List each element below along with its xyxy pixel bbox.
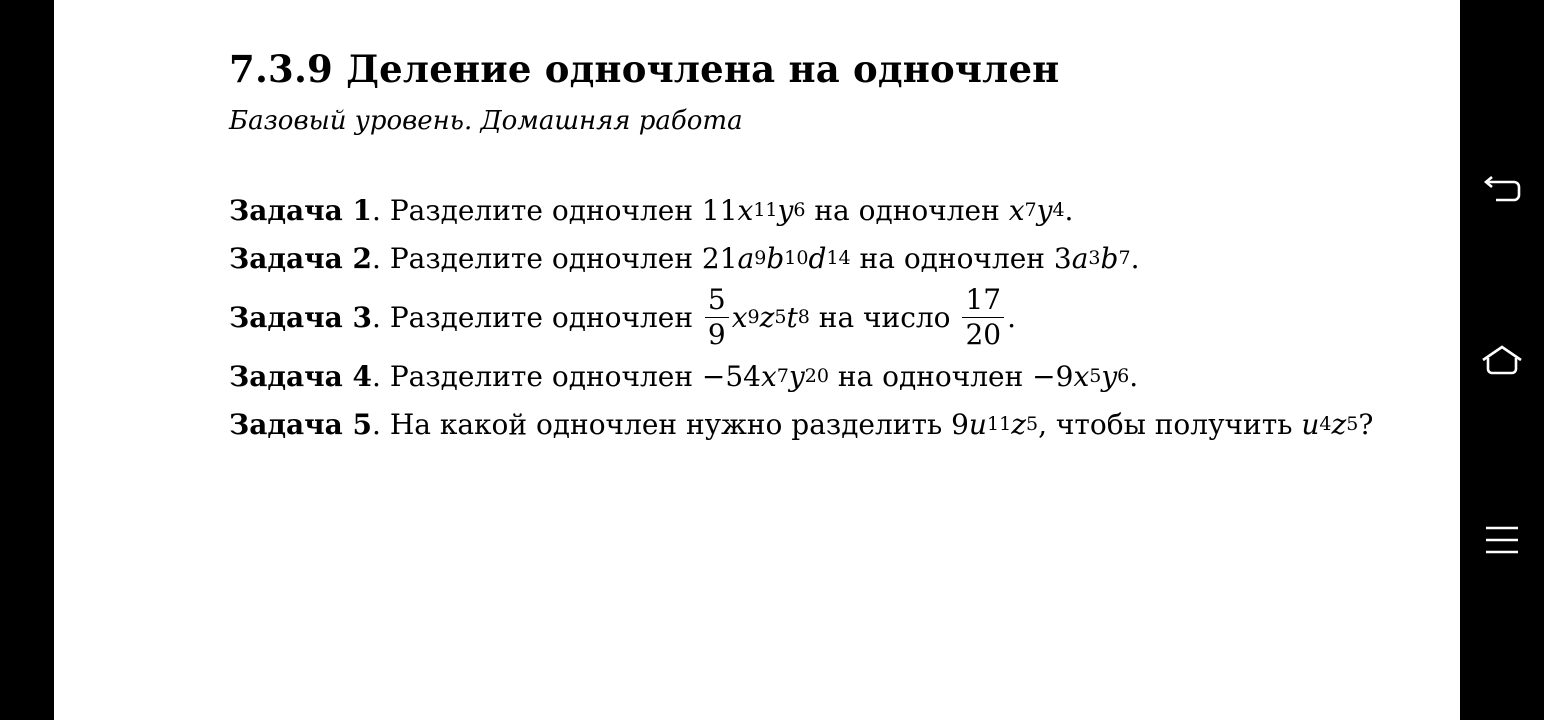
variable: y (788, 359, 805, 393)
task-text: . Разделите одночлен (372, 300, 702, 334)
variable: x (1008, 193, 1025, 227)
task-text: на одночлен (828, 359, 1033, 393)
variable: y (1101, 359, 1118, 393)
home-button[interactable] (1474, 332, 1530, 388)
page-subtitle: Базовый уровень. Домашняя работа (229, 106, 743, 136)
variable: t (786, 300, 798, 334)
monomial-2: −9 x 5 y 6 (1032, 359, 1130, 393)
variable: z (1011, 407, 1026, 441)
task-text: на число (809, 300, 960, 334)
monomial-1: 21 a 9 b 10 d 14 (701, 241, 851, 275)
monomial-coefficient: 9 (951, 407, 969, 441)
variable: a (1071, 241, 1089, 275)
variable: x (737, 193, 754, 227)
monomial-2: x 7 y 4 (1008, 193, 1065, 227)
variable: y (777, 193, 794, 227)
task-text-end: . (1007, 300, 1016, 334)
monomial-coefficient: −54 (701, 359, 761, 393)
page-title: 7.3.9 Деление одночлена на одночлен (229, 47, 1060, 91)
home-icon (1480, 342, 1524, 378)
variable: y (1036, 193, 1053, 227)
android-navigation-bar (1460, 0, 1544, 720)
fraction-number (962, 285, 1004, 349)
fraction-numerator: 5 (707, 283, 726, 317)
task-label: Задача 4 (229, 359, 373, 393)
task-2 (229, 238, 1139, 278)
variable: b (766, 241, 785, 275)
variable: u (1301, 407, 1320, 441)
task-text: на одночлен (850, 241, 1054, 275)
task-label: Задача 5 (229, 407, 373, 441)
task-4 (229, 356, 1138, 396)
back-icon (1482, 173, 1522, 207)
task-text-end: . (1130, 241, 1140, 275)
monomial-coefficient: −9 (1032, 359, 1074, 393)
monomial-1: −54 x 7 y 20 (701, 359, 829, 393)
task-5 (229, 404, 1373, 444)
task-text: . На какой одночлен нужно разделить (372, 407, 952, 441)
task-3 (229, 282, 1016, 352)
menu-button[interactable] (1474, 512, 1530, 568)
monomial-coefficient: 11 (701, 193, 738, 227)
variable: x (1073, 359, 1090, 393)
back-button[interactable] (1474, 162, 1530, 218)
task-text: . Разделите одночлен (372, 193, 702, 227)
fraction-denominator: 20 (962, 317, 1004, 349)
monomial-1: x 9 z 5 t 8 (731, 300, 810, 334)
task-label: Задача 2 (229, 241, 373, 275)
monomial-coefficient: 21 (701, 241, 738, 275)
variable: z (759, 300, 775, 334)
menu-icon (1484, 525, 1520, 555)
task-text: . Разделите одночлен (372, 241, 702, 275)
task-text-end: ? (1358, 407, 1374, 441)
variable: x (760, 359, 777, 393)
variable: d (808, 241, 827, 275)
variable: a (737, 241, 755, 275)
task-text: на одночлен (805, 193, 1009, 227)
fraction-denominator: 9 (705, 317, 729, 349)
variable: u (968, 407, 987, 441)
variable: b (1100, 241, 1119, 275)
task-text-end: . (1064, 193, 1074, 227)
monomial-2: 3 a 3 b 7 (1053, 241, 1131, 275)
monomial-1: 11 x 11 y 6 (701, 193, 806, 227)
task-label: Задача 3 (229, 300, 373, 334)
task-text: , чтобы получить (1038, 407, 1302, 441)
task-1 (229, 190, 1073, 230)
task-label: Задача 1 (229, 193, 373, 227)
monomial-coefficient: 3 (1053, 241, 1072, 275)
variable: z (1331, 407, 1347, 441)
fraction-numerator: 17 (965, 283, 1002, 317)
monomial-2: u 4 z 5 (1301, 407, 1359, 441)
left-black-bar (0, 0, 54, 720)
task-text-end: . (1129, 359, 1139, 393)
variable: x (731, 300, 748, 334)
fraction-coefficient (705, 285, 729, 349)
task-text: . Разделите одночлен (372, 359, 702, 393)
document-page (54, 0, 1460, 720)
monomial-1: 9 u 11 z 5 (951, 407, 1039, 441)
